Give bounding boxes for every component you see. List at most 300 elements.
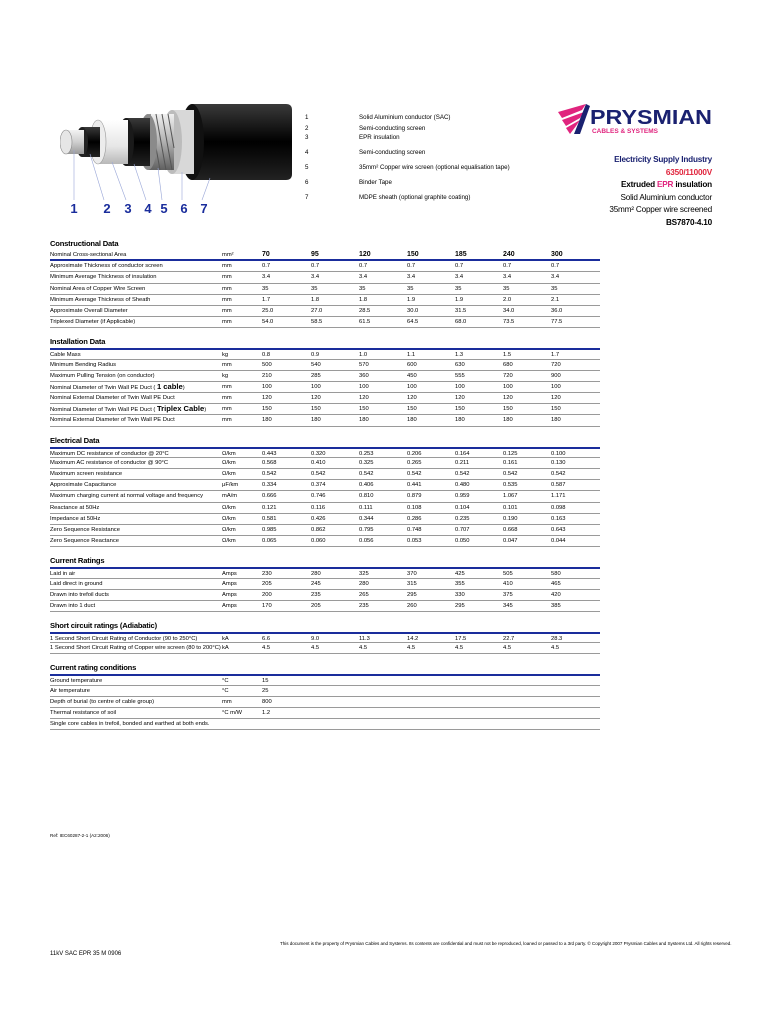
row-value: 0.100 [551,450,566,457]
row-value: 0.7 [407,263,416,270]
table-row [50,632,600,643]
row-value: 28.5 [359,307,371,314]
row-value: 0.130 [551,459,566,466]
legend-text: Binder Tape [359,179,392,186]
row-label-text: Triplexed Diameter (if Applicable) [50,319,136,326]
row-value: 580 [551,571,561,578]
row-value: 3.4 [551,274,560,281]
row-value: 570 [359,361,369,368]
row-value: 265 [359,591,369,598]
row-label-text: Laid in air [50,571,76,578]
row-label-text: Nominal Area of Copper Wire Screen [50,285,146,292]
industry-line: Electricity Supply Industry [614,155,712,164]
row-value: 425 [455,571,465,578]
row-value: 0.542 [262,471,277,477]
row-value: 0.101 [503,504,518,511]
row-value: 1.7 [551,352,560,359]
row-value: 0.542 [455,471,470,477]
row-value: 120 [551,395,561,402]
section-title: Short circuit ratings (Adiabatic) [50,621,157,631]
standard-line: BS7870-4.10 [665,217,712,227]
header-size: 185 [455,251,467,258]
row-label [50,393,220,404]
table-row [50,447,600,458]
row-value: 180 [262,417,272,424]
section-title: Current Ratings [50,556,105,566]
row-value: 120 [262,395,272,402]
row-value: 0.441 [407,482,422,489]
row-label-text: Approximate Thickness of conductor screen [50,263,163,270]
table-row [50,295,600,306]
table-row [50,503,600,514]
legend-text: EPR insulation [359,134,400,141]
row-label-text: Depth of burial (to centre of cable group) [50,698,155,705]
row-value: 61.5 [359,319,371,326]
figure-label-2: 2 [103,201,111,216]
row-value: 1.7 [262,296,271,303]
legend-text: Semi-conducting screen [359,125,426,132]
row-value: 235 [311,591,321,598]
row-value: 0.206 [407,450,422,457]
row-value: 3.4 [503,274,512,281]
row-value: 0.121 [262,504,277,511]
table-row [50,719,600,730]
row-value: 1.8 [311,296,320,303]
row-value: 0.795 [359,526,374,533]
row-value: 360 [359,372,369,379]
header-size: 240 [503,251,515,258]
row-label-text: Ground temperature [50,678,103,685]
row-value: 0.116 [311,504,326,511]
row-value: 100 [551,383,561,390]
row-value: 150 [311,406,321,413]
row-value: 0.443 [262,450,277,457]
table-row [50,272,600,283]
table-row [50,643,600,654]
row-value: 410 [503,580,513,587]
table-row [50,306,600,317]
row-value: 3.4 [407,274,416,281]
table-row [50,697,600,708]
row-label-text: Nominal Diameter of Twin Wall PE Duct ( [50,384,157,391]
row-unit: mm [222,361,232,368]
row-value: 150 [551,406,561,413]
row-value: 0.190 [503,515,518,522]
row-value: 295 [407,591,417,598]
row-value: 120 [311,395,321,402]
row-unit: mm [222,395,232,402]
row-label [50,360,220,371]
legend-text: Semi-conducting screen [359,149,426,156]
row-value: 555 [455,372,465,379]
row-label [50,295,220,306]
row-value: 35 [407,285,414,292]
row-unit: mm [222,285,232,292]
row-value: 280 [311,571,321,578]
row-value: 3.4 [262,274,271,281]
row-value: 0.7 [262,263,271,270]
row-label-text: Nominal Diameter of Twin Wall PE Duct ( [50,407,157,414]
table-row [50,514,600,525]
row-label [50,536,220,547]
row-value: 120 [407,395,417,402]
table-row [50,348,600,359]
row-value: 0.044 [551,538,566,545]
row-value: 180 [551,417,561,424]
row-label-text: Thermal resistance of soil [50,710,117,716]
row-label-text: Minimum Average Thickness of Sheath [50,296,151,303]
row-value: 0.707 [455,526,470,533]
row-value: 0.7 [503,263,512,270]
row-label [50,643,220,654]
row-value: 720 [551,361,561,368]
row-label-end: ) [182,384,185,391]
row-value: 0.053 [407,538,422,545]
insulation-suffix: insulation [673,180,712,190]
row-value: 280 [359,580,369,587]
row-value: 0.056 [359,538,374,545]
row-label-text: Drawn into trefoil ducts [50,591,109,598]
row-label [50,708,220,719]
row-label [50,480,220,491]
row-value: 0.098 [551,504,566,511]
row-value: 0.065 [262,538,277,545]
row-value: 35 [311,285,318,292]
row-label-text: Maximum charging current at normal voltage and frequency [50,493,204,500]
row-value: 0.125 [503,450,518,457]
row-value: 180 [455,417,465,424]
row-value: 1.0 [359,352,368,359]
legend-number: 5 [305,164,309,171]
row-value: 58.5 [311,319,323,326]
row-label-text: Minimum Average Thickness of insulation [50,274,157,281]
row-value: 4.5 [262,645,271,652]
header-size: 150 [407,251,419,258]
row-value: 150 [407,406,417,413]
row-value: 0.666 [262,493,277,500]
row-value: 600 [407,361,417,368]
table-row [50,536,600,547]
row-value: 355 [455,580,465,587]
screen-line: 35mm² Copper wire screened [609,205,712,215]
row-label [50,261,220,272]
table-row [50,674,600,685]
figure-label-6: 6 [180,201,188,216]
row-value: 0.235 [455,515,470,522]
row-value: 0.410 [311,459,326,466]
row-value: 0.587 [551,482,566,489]
row-value: 0.406 [359,482,374,489]
insulation-type: EPR [657,180,674,190]
row-label-text: Approximate Capacitance [50,482,117,489]
row-value: 0.542 [407,471,422,477]
row-label [50,590,220,601]
row-value: 73.5 [503,319,515,326]
row-unit: Ω/km [222,450,236,457]
row-value: 34.0 [503,307,515,314]
table-row [50,708,600,719]
row-unit: mm [222,296,232,303]
row-unit: mm [222,263,232,270]
row-value: 205 [262,580,272,587]
row-value: 210 [262,372,272,379]
row-value: 4.5 [503,645,512,652]
row-unit: °C [222,678,229,685]
insulation-prefix: Extruded [621,180,657,190]
row-value: 2.1 [551,296,560,303]
prysmian-logo-mark [558,104,590,134]
legend-number: 2 [305,125,309,132]
row-unit: Ω/km [222,471,236,477]
row-value: 68.0 [455,319,467,326]
header-size: 95 [311,251,319,258]
row-value: 420 [551,591,561,598]
row-value: 170 [262,602,272,609]
row-unit: °C [222,687,229,694]
table-row [50,393,600,404]
row-value: 285 [311,372,321,379]
row-unit: mm [222,319,232,326]
brand-subtitle: CABLES & SYSTEMS [592,129,658,135]
row-value: 4.5 [311,645,320,652]
table-row [50,525,600,536]
table-row [50,404,600,415]
row-label [50,415,220,426]
row-value: 0.108 [407,504,422,511]
row-label-text: Approximate Overall Diameter [50,307,128,314]
row-value: 0.542 [359,471,374,477]
row-label [50,719,220,730]
legend-number: 4 [305,149,309,156]
table-row [50,686,600,697]
row-unit: Amps [222,591,237,598]
row-value: 0.7 [455,263,464,270]
figure-label-3: 3 [124,201,132,216]
row-value: 0.810 [359,493,374,500]
row-label [50,317,220,328]
copyright-disclaimer: This document is the property of Prysmian Cables and Systems. Its contents are confidential and must not be reproduced, loaned or passed to a 3rd party. © Copyright 2007 Prysmian Cables and Systems Ltd. All rights reserved. [280,941,732,946]
row-label [50,697,220,708]
row-value: 1.067 [503,493,518,500]
row-value: 35 [359,285,366,292]
row-unit: kg [222,352,229,359]
row-value: 370 [407,571,417,578]
row-unit: mm [222,307,232,314]
row-label-text: Air temperature [50,687,90,694]
row-value: 17.5 [455,636,467,643]
row-value: 150 [262,406,272,413]
row-value: 0.253 [359,450,374,457]
row-value: 54.0 [262,319,274,326]
row-label-text: 1 Second Short Circuit Rating of Conductor (90 to 250°C) [50,636,198,643]
row-value: 205 [311,602,321,609]
row-value: 15 [262,678,269,685]
row-value: 0.265 [407,459,422,466]
row-unit: Ω/km [222,459,236,466]
row-unit: Ω/km [222,504,236,511]
row-value: 0.542 [311,471,326,477]
row-value: 0.344 [359,515,374,522]
row-value: 3.4 [455,274,464,281]
specification-table [50,238,600,730]
row-label-text: Minimum Bending Radius [50,361,117,368]
header-label: Nominal Cross-sectional Area [50,252,127,258]
legend-text: MDPE sheath (optional graphite coating) [359,194,471,201]
row-label [50,371,220,382]
legend-number: 1 [305,114,309,121]
voltage-line: 6350/11000V [665,167,712,177]
row-value: 150 [503,406,513,413]
row-value: 0.161 [503,459,518,466]
row-label [50,306,220,317]
conductor-line: Solid Aluminium conductor [620,192,712,202]
row-value: 14.2 [407,636,419,643]
row-value: 4.5 [551,645,560,652]
section-title: Constructional Data [50,239,119,248]
row-value: 25 [262,687,269,694]
section-title: Electrical Data [50,435,100,445]
table-row [50,415,600,426]
row-unit: kA [222,636,229,643]
row-value: 180 [311,417,321,424]
figure-label-5: 5 [160,201,168,216]
row-label [50,503,220,514]
row-value: 0.104 [455,504,470,511]
row-value: 465 [551,580,561,587]
table-row [50,590,600,601]
row-label-text: Maximum screen resistance [50,471,123,477]
row-label-emphasis: Triplex Cable [156,404,205,414]
table-row [50,371,600,382]
row-value: 150 [455,406,465,413]
row-unit: kA [222,645,229,652]
row-value: 0.7 [359,263,368,270]
row-value: 0.480 [455,482,470,489]
row-value: 260 [407,602,417,609]
table-header-row [50,250,600,261]
row-value: 0.9 [311,352,320,359]
row-unit: mm [222,698,232,705]
row-value: 1.2 [262,710,271,716]
row-unit: mA/m [222,493,238,500]
legend-number: 6 [305,179,309,186]
row-value: 325 [359,571,369,578]
cable-cross-section-illustration [60,100,292,220]
row-value: 36.0 [551,307,563,314]
row-value: 1.9 [455,296,464,303]
brand-block [556,100,718,240]
row-value: 4.5 [407,645,416,652]
row-value: 3.4 [359,274,368,281]
document-code: 11kV SAC EPR 35 M 0906 [50,951,122,957]
row-label [50,382,220,394]
row-value: 0.959 [455,493,470,500]
row-unit: Ω/km [222,526,236,533]
row-value: 35 [503,285,510,292]
table-row [50,567,600,578]
row-value: 0.542 [551,471,566,477]
row-value: 330 [455,591,465,598]
row-value: 11.3 [359,636,370,643]
row-value: 540 [311,361,321,368]
row-label-end: ) [204,407,207,414]
figure-label-1: 1 [70,201,78,216]
row-value: 0.535 [503,482,518,489]
row-value: 0.325 [359,459,374,466]
reference-note: Ref: IEC60287-2-1 (A2:2006) [50,833,110,838]
table-row [50,317,600,328]
row-value: 0.374 [311,482,326,489]
row-value: 0.163 [551,515,566,522]
row-label-text: Impedance at 50Hz [50,515,101,522]
row-value: 150 [359,406,369,413]
row-value: 28.3 [551,636,563,643]
row-label-text: Laid direct in ground [50,580,103,587]
row-label-text: Maximum Pulling Tension (on conductor) [50,372,155,379]
row-unit: °C m/W [222,710,243,716]
row-value: 375 [503,591,513,598]
row-value: 100 [359,383,369,390]
row-value: 35 [455,285,462,292]
row-unit: μF/km [222,482,239,489]
row-value: 295 [455,602,465,609]
row-value: 35 [262,285,269,292]
mdpe-sheath [192,104,292,180]
table-row [50,601,600,612]
row-label [50,579,220,590]
row-label [50,469,220,480]
row-label [50,601,220,612]
row-value: 0.568 [262,459,277,466]
row-value: 0.7 [551,263,560,270]
row-value: 100 [407,383,417,390]
row-value: 0.862 [311,526,326,533]
table-row [50,579,600,590]
row-value: 680 [503,361,513,368]
row-unit: Amps [222,580,237,587]
row-value: 100 [311,383,321,390]
row-value: 500 [262,361,272,368]
row-unit: mm [222,417,232,424]
row-value: 100 [455,383,465,390]
row-value: 0.334 [262,482,277,489]
row-value: 0.581 [262,515,277,522]
table-row [50,360,600,371]
row-unit: Amps [222,571,237,578]
row-value: 3.4 [311,274,320,281]
row-value: 230 [262,571,272,578]
row-label-text: Drawn into 1 duct [50,602,96,609]
row-value: 0.7 [311,263,320,270]
legend-number: 3 [305,134,309,141]
row-value: 100 [262,383,272,390]
row-label [50,514,220,525]
row-value: 1.8 [359,296,368,303]
row-value: 0.668 [503,526,518,533]
row-label-text: Reactance at 50Hz [50,504,100,511]
row-label-text: Cable Mass [50,352,81,359]
row-label [50,458,220,469]
row-value: 0.111 [359,504,373,511]
row-value: 0.8 [262,352,271,359]
row-value: 800 [262,698,272,705]
row-label-text: Nominal External Diameter of Twin Wall PE Duct [50,395,175,402]
insulation-line [542,179,712,192]
row-value: 385 [551,602,561,609]
figure-label-7: 7 [200,201,208,216]
row-value: 120 [503,395,513,402]
header-size: 70 [262,251,270,258]
